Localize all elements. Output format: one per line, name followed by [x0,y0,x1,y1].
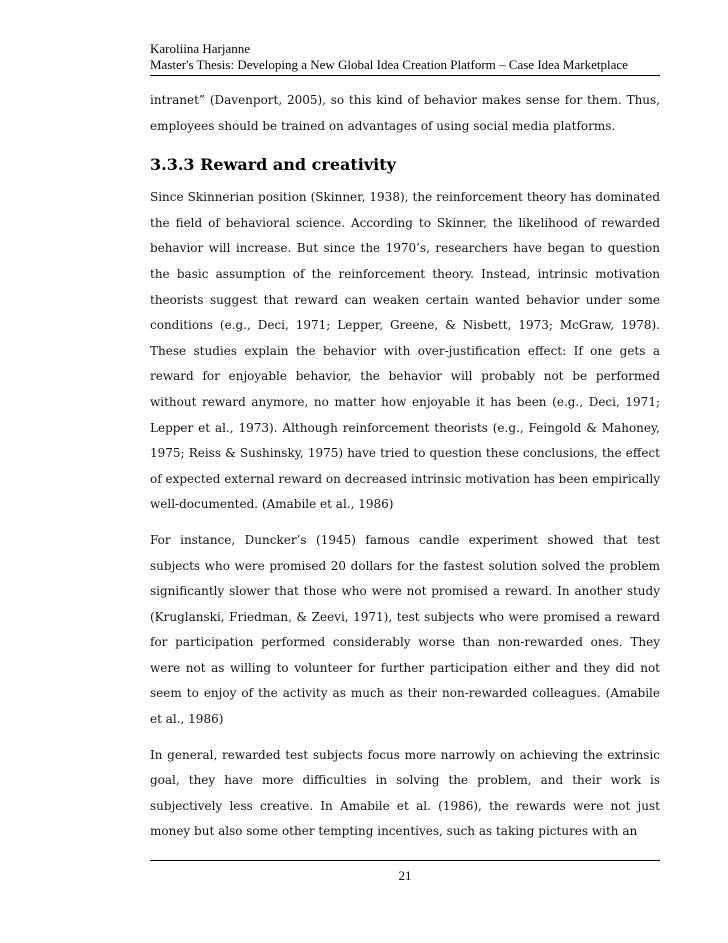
header-divider [150,75,660,76]
paragraph-2: For instance, Duncker’s (1945) famous candle experiment showed that test subjects who were promised 20 dollars for the fastest solution solved the problem significantly slower that those who were not promised a reward. In another study (Kruglanski, Friedman, & Zeevi, 1971), test subjects who were promised a reward for participation performed considerably worse than non-rewarded ones. They were not as willing to volunteer for further participation either and they did not seem to enjoy of the activity as much as their non-rewarded colleagues. (Amabile et al., 1986) [150,532,660,727]
paragraph-3: In general, rewarded test subjects focus more narrowly on achieving the extrinsic goal, they have more difficulties in solving the problem, and their work is subjectively less creative. In Amabile et al. (1986), the rewards were not just money but also some other tempting incentives, such as taking pictures with an [150,747,660,839]
footer-divider [150,860,660,861]
section-heading: 3.3.3 Reward and creativity [150,155,396,175]
header-author: Karoliina Harjanne [150,41,250,56]
page-number: 21 [398,868,412,883]
header-thesis-title: Master's Thesis: Developing a New Global Idea Creation Platform – Case Idea Marketplace [150,57,628,72]
intro-paragraph: intranet” (Davenport, 2005), so this kind of behavior makes sense for them. Thus, employees should be trained on advantages of using social media platforms. [150,93,660,133]
paragraph-1: Since Skinnerian position (Skinner, 1938), the reinforcement theory has dominated the field of behavioral science. According to Skinner, the likelihood of rewarded behavior will increase. But since the 1970’s, researchers have began to question the basic assumption of the reinforcement theory. Instead, intrinsic motivation theorists suggest that reward can weaken certain wanted behavior under some conditions (e.g., Deci, 1971; Lepper, Greene, & Nisbett, 1973; McGraw, 1978). These studies explain the behavior with over-justification effect: If one gets a reward for enjoyable behavior, the behavior will probably not be performed without reward anymore, no matter how enjoyable it has been (e.g., Deci, 1971; Lepper et al., 1973). Although reinforcement theorists (e.g., Feingold & Mahoney, 1975; Reiss & Sushinsky, 1975) have tried to question these conclusions, the effect of expected external reward on decreased intrinsic motivation has been empirically well-documented. (Amabile et al., 1986) [150,190,660,512]
body-text [150,88,660,845]
running-header [150,41,660,73]
